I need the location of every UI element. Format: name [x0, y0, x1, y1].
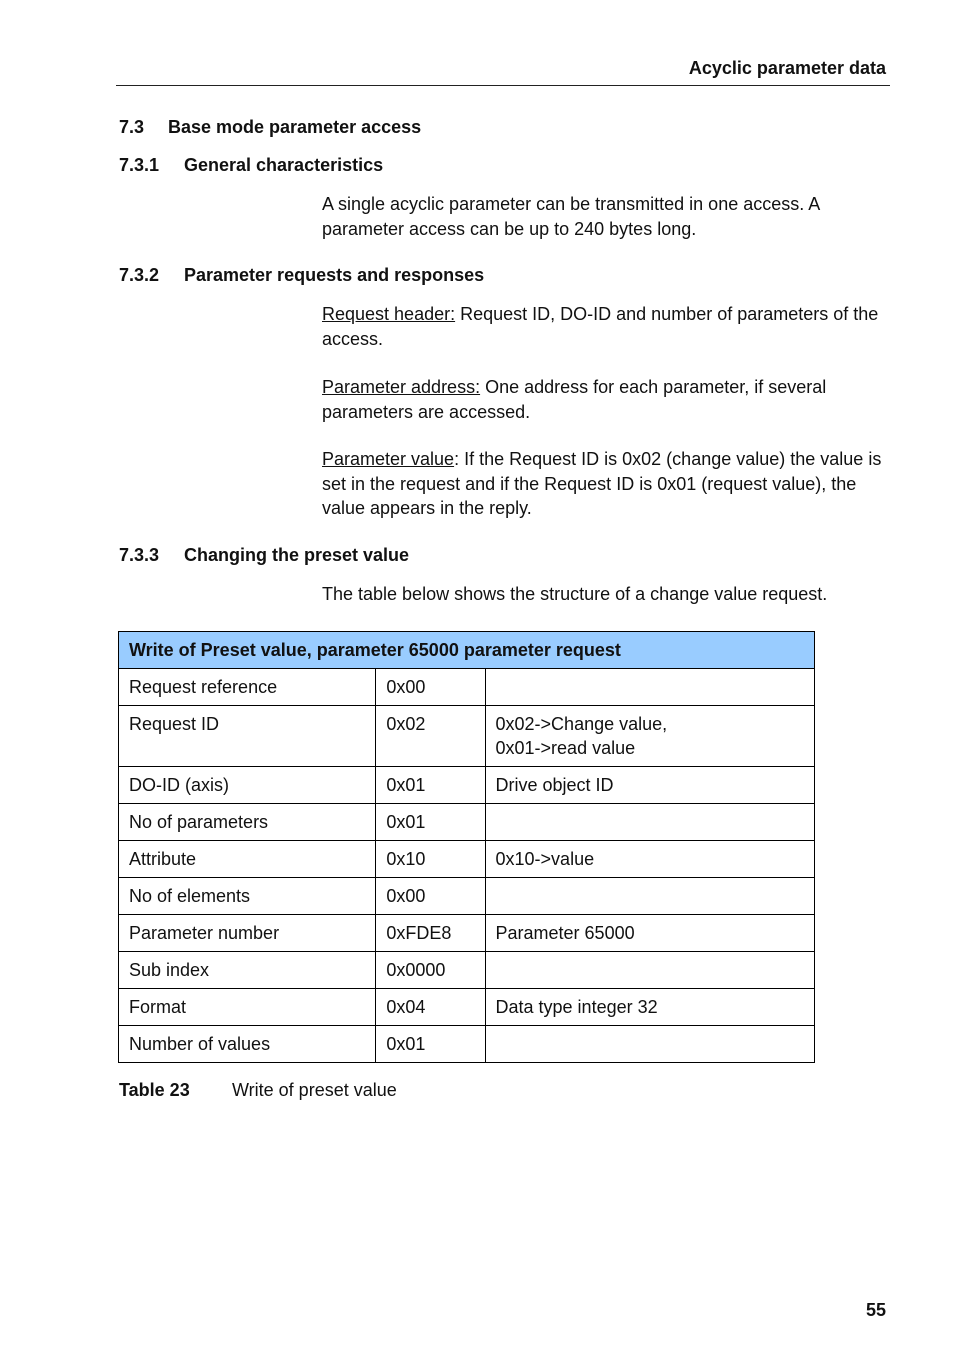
field-value: 0x10 — [376, 841, 485, 878]
field-note — [485, 878, 814, 915]
section-heading-7-3-2 — [119, 265, 484, 286]
definition: One address for each parameter, if several parameters are accessed. — [322, 377, 827, 422]
note-line: 0x02->Change value, — [495, 714, 668, 734]
section-number: 7.3.2 — [119, 265, 160, 285]
table-row — [119, 989, 815, 1026]
field-value: 0x00 — [376, 878, 485, 915]
field-name: Parameter number — [119, 915, 376, 952]
field-value: 0x04 — [376, 989, 485, 1026]
running-header: Acyclic parameter data — [688, 58, 886, 78]
table-row — [119, 767, 815, 804]
table-row — [119, 878, 815, 915]
field-name: Format — [119, 989, 376, 1026]
field-name: Request ID — [119, 706, 376, 767]
section-title: Base mode parameter access — [168, 117, 422, 137]
field-note — [485, 669, 814, 706]
field-value: 0x02 — [376, 706, 485, 767]
general-characteristics-text: A single acyclic parameter can be transmitted in one access. A parameter access can be up to 240 bytes long. — [322, 194, 820, 239]
request-header-paragraph — [322, 302, 890, 351]
field-name: No of elements — [119, 878, 376, 915]
parameter-request-table — [118, 631, 815, 1063]
header-rule — [116, 85, 890, 86]
field-value: 0x00 — [376, 669, 485, 706]
table-caption — [119, 1080, 397, 1101]
section-heading-7-3 — [119, 117, 421, 138]
definition: Request ID, DO-ID and number of parameters of the access. — [322, 304, 879, 349]
field-name: Number of values — [119, 1026, 376, 1063]
field-note — [485, 706, 814, 767]
section-title: Parameter requests and responses — [184, 265, 485, 285]
table-row — [119, 915, 815, 952]
field-note — [485, 1026, 814, 1063]
note-line: 0x01->read value — [495, 738, 636, 758]
section-heading-7-3-3 — [119, 545, 409, 566]
field-name: Sub index — [119, 952, 376, 989]
parameter-address-paragraph — [322, 375, 890, 424]
section-number: 7.3.3 — [119, 545, 160, 565]
section-title: General characteristics — [184, 155, 384, 175]
field-value: 0x01 — [376, 1026, 485, 1063]
table-row — [119, 1026, 815, 1063]
field-note: Drive object ID — [485, 767, 814, 804]
table-intro-text: The table below shows the structure of a change value request. — [322, 584, 828, 604]
field-value: 0xFDE8 — [376, 915, 485, 952]
section-number: 7.3.1 — [119, 155, 160, 175]
caption-label: Table 23 — [119, 1080, 190, 1100]
table-row — [119, 804, 815, 841]
term: Parameter address: — [322, 377, 481, 397]
section-number: 7.3 — [119, 117, 145, 137]
parameter-value-paragraph — [322, 447, 890, 521]
table-title: Write of Preset value, parameter 65000 parameter request — [119, 632, 815, 669]
field-note — [485, 952, 814, 989]
table-row — [119, 841, 815, 878]
term: Parameter value — [322, 449, 455, 469]
definition: : If the Request ID is 0x02 (change value) the value is set in the request and if the Request ID is 0x01 (request value), the value appears in the reply. — [322, 449, 882, 518]
caption-text: Write of preset value — [232, 1080, 397, 1100]
field-value: 0x01 — [376, 804, 485, 841]
field-name: Attribute — [119, 841, 376, 878]
field-name: No of parameters — [119, 804, 376, 841]
field-name: DO-ID (axis) — [119, 767, 376, 804]
field-note: Data type integer 32 — [485, 989, 814, 1026]
field-note — [485, 804, 814, 841]
field-value: 0x0000 — [376, 952, 485, 989]
table-row — [119, 669, 815, 706]
field-value: 0x01 — [376, 767, 485, 804]
section-title: Changing the preset value — [184, 545, 410, 565]
term: Request header: — [322, 304, 456, 324]
field-name: Request reference — [119, 669, 376, 706]
section-heading-7-3-1 — [119, 155, 383, 176]
table-row — [119, 706, 815, 767]
field-note: Parameter 65000 — [485, 915, 814, 952]
field-note: 0x10->value — [485, 841, 814, 878]
page-number: 55 — [865, 1300, 886, 1320]
table-row — [119, 952, 815, 989]
